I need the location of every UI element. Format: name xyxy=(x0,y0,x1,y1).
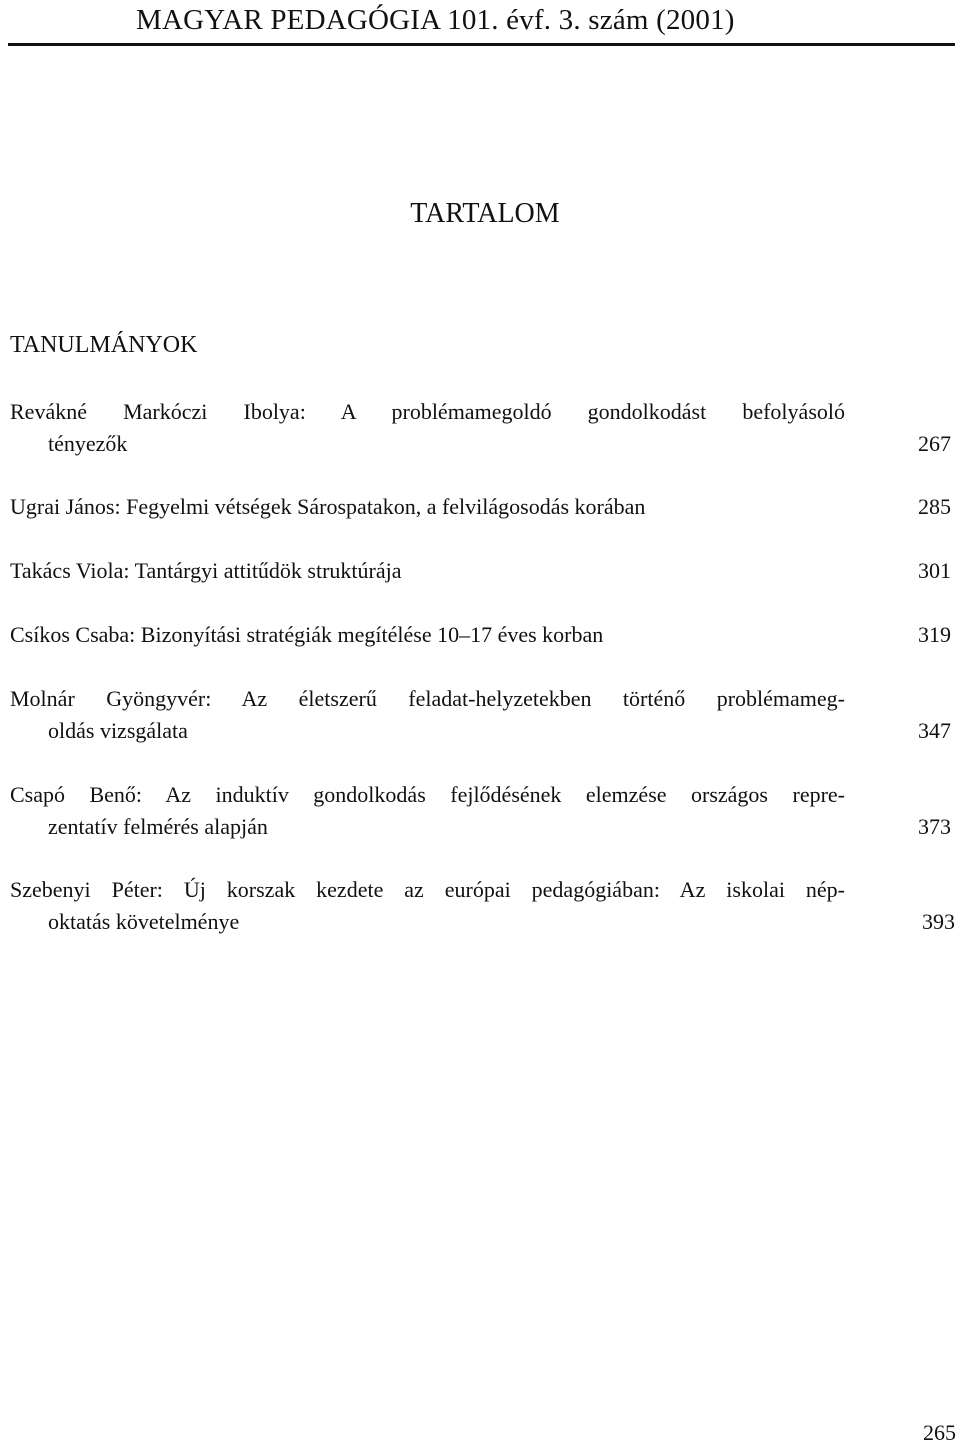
entry-title-line2: zentatív felmérés alapján xyxy=(48,814,268,839)
entry-title-line2: tényezők xyxy=(48,431,128,456)
journal-header xyxy=(0,0,960,48)
toc-entry[interactable] xyxy=(10,874,955,938)
toc-entry[interactable] xyxy=(10,555,955,587)
entry-title-line2: oktatás követelménye xyxy=(48,909,240,934)
toc-entry[interactable] xyxy=(10,619,955,651)
entry-title-line1: Takács Viola: Tantárgyi attitűdök struktúrája xyxy=(10,558,402,583)
entry-title-line1: Molnár Gyöngyvér: Az életszerű feladat-helyzetekben történő problémameg- xyxy=(10,686,845,711)
toc-title: TARTALOM xyxy=(410,198,560,229)
entry-page-number: 373 xyxy=(918,814,951,839)
entry-title-line1: Csapó Benő: Az induktív gondolkodás fejlődésének elemzése országos repre- xyxy=(10,782,845,807)
toc-entry[interactable] xyxy=(10,396,955,460)
journal-title: MAGYAR PEDAGÓGIA 101. évf. 3. szám (2001) xyxy=(136,4,735,36)
entry-page-number: 301 xyxy=(918,558,951,583)
entry-title-line1: Csíkos Csaba: Bizonyítási stratégiák megítélése 10–17 éves korban xyxy=(10,622,604,647)
page-number: 265 xyxy=(923,1420,956,1445)
entry-page-number: 319 xyxy=(918,622,951,647)
header-rule xyxy=(8,43,955,46)
section-title: TANULMÁNYOK xyxy=(10,332,198,358)
entry-page-number: 393 xyxy=(922,909,955,934)
entry-title-line2: oldás vizsgálata xyxy=(48,718,188,743)
entry-title-line1: Szebenyi Péter: Új korszak kezdete az európai pedagógiában: Az iskolai nép- xyxy=(10,877,845,902)
entry-page-number: 347 xyxy=(918,718,951,743)
entry-page-number: 285 xyxy=(918,494,951,519)
toc-entry[interactable] xyxy=(10,491,955,523)
toc-entry[interactable] xyxy=(10,779,955,843)
entry-title-line1: Revákné Markóczi Ibolya: A problémamegoldó gondolkodást befolyásoló xyxy=(10,399,845,424)
entry-title-line1: Ugrai János: Fegyelmi vétségek Sárospatakon, a felvilágosodás korában xyxy=(10,494,646,519)
toc-entry[interactable] xyxy=(10,683,955,747)
entry-page-number: 267 xyxy=(918,431,951,456)
